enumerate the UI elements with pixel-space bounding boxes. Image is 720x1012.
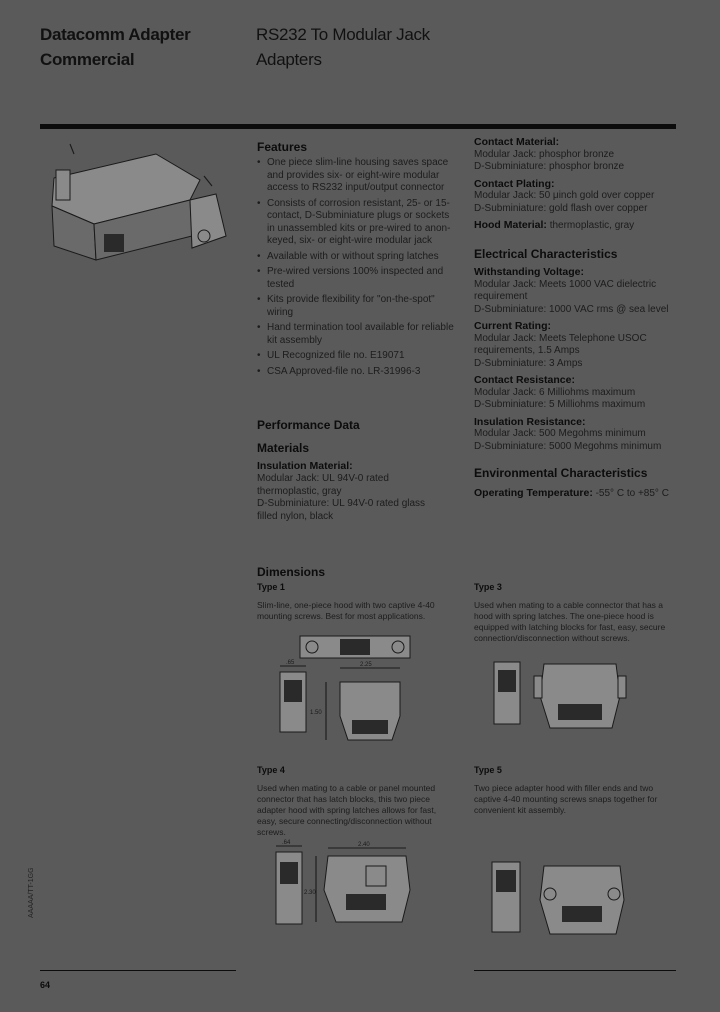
type4-dim-c: 2.30 [304, 890, 316, 896]
product-photo [40, 140, 240, 280]
type5-screw-left [544, 888, 556, 900]
withstanding-voltage-modular: Modular Jack: Meets 1000 VAC dielectric requirement [474, 278, 657, 302]
feature-item: • Hand termination tool available for reliable kit assembly [257, 322, 457, 347]
type1-front-dsub [352, 720, 388, 734]
type5-drawing [484, 856, 654, 946]
type5-side-jack [496, 870, 516, 892]
operating-temperature-title: Operating Temperature: [474, 486, 593, 499]
type3-front-dsub [558, 704, 602, 720]
right-column [474, 136, 679, 500]
withstanding-voltage-dsub: D-Subminiature: 1000 VAC rms @ sea level [474, 303, 669, 315]
type5-description: Two piece adapter hood with filler ends and two captive 4-40 mounting screws snaps together for convenient kit assembly. [474, 783, 658, 815]
insulation-material-title: Insulation Material: [257, 460, 353, 472]
operating-temperature-text: -55° C to +85° C [592, 487, 669, 499]
features-list [257, 157, 457, 381]
type1-screw-left [306, 641, 318, 653]
type1-screw-right [392, 641, 404, 653]
type1-dim-b: 2.25 [360, 662, 372, 668]
hood-material-title: Hood Material: [474, 219, 547, 231]
feature-item: • One piece slim-line housing saves space and provides six- or eight-wire modular access to RS232 input/output connector [257, 157, 457, 195]
type4-dim-b: 2.40 [358, 842, 370, 848]
current-rating-title: Current Rating: [474, 320, 551, 332]
type5-screw-right [608, 888, 620, 900]
page-number: 64 [40, 980, 51, 990]
footer-rule-right [474, 970, 676, 971]
contact-material-modular: Modular Jack: phosphor bronze [474, 148, 615, 160]
type4-side-jack [280, 862, 298, 884]
type4-title: Type 4 [257, 765, 285, 775]
contact-resistance-dsub: D-Subminiature: 5 Milliohms maximum [474, 399, 646, 410]
type4-latch-block [366, 866, 386, 886]
side-code: AAAAA/TT-1GG [28, 867, 35, 918]
insulation-material-modular: Modular Jack: UL 94V-0 rated thermoplastic, gray [257, 473, 389, 497]
product-title [256, 22, 430, 72]
features-title: Features [257, 140, 308, 154]
hood-material-text: thermoplastic, gray [546, 220, 635, 231]
type3-title: Type 3 [474, 582, 502, 592]
electrical-title: Electrical Characteristics [474, 246, 618, 261]
contact-plating-modular: Modular Jack: 50 μinch gold over copper [474, 190, 655, 201]
type4-dim-a: .64 [282, 840, 291, 846]
insulation-resistance-title: Insulation Resistance: [474, 415, 586, 428]
materials-title: Materials [257, 441, 310, 455]
environmental-title: Environmental Characteristics [474, 466, 648, 480]
feature-item: • Available with or without spring latches [257, 251, 457, 264]
photo-screw [198, 230, 210, 242]
type3-side-jack [498, 670, 516, 692]
category-line-2: Commercial [40, 50, 135, 69]
type1-top-jack [340, 639, 370, 655]
insulation-material-dsub: D-Subminiature: UL 94V-0 rated glass filled nylon, black [257, 498, 426, 522]
type1-side-jack [284, 680, 302, 702]
type1-drawing [270, 628, 420, 752]
category-title [40, 22, 190, 72]
category-line-1: Datacomm Adapter [40, 25, 191, 44]
type5-front-dsub [562, 906, 602, 922]
performance-title: Performance Data [257, 418, 360, 432]
type5-front-view [540, 866, 624, 934]
photo-latch [56, 170, 70, 200]
photo-screw-tip [70, 144, 74, 154]
dimensions-title: Dimensions [257, 565, 326, 579]
feature-item: • UL Recognized file no. E19071 [257, 350, 457, 363]
type4-description: Used when mating to a cable or panel mounted connector that has latch blocks, this two piece adapter hood with spring latches allows for fast, easy, secure connecting/disconnection without screws. [257, 783, 437, 837]
feature-item: • CSA Approved-file no. LR-31996-3 [257, 366, 457, 379]
insulation-material-text [257, 473, 447, 523]
type3-latch-left [534, 676, 542, 698]
type1-title: Type 1 [257, 582, 285, 592]
contact-plating-dsub: D-Subminiature: gold flash over copper [474, 202, 648, 214]
header-rule [40, 124, 676, 129]
current-rating-modular: Modular Jack: Meets Telephone USOC requirements, 1.5 Amps [474, 332, 647, 356]
photo-modular-jack [104, 234, 124, 252]
insulation-resistance-dsub: D-Subminiature: 5000 Megohms minimum [474, 440, 662, 452]
type3-drawing [486, 656, 656, 746]
type4-front-dsub [346, 894, 386, 910]
product-line-1: RS232 To Modular Jack [256, 25, 430, 44]
feature-item: • Pre-wired versions 100% inspected and tested [257, 266, 457, 291]
footer-rule-left [40, 970, 236, 971]
feature-item: • Consists of corrosion resistant, 25- or 15-contact, D-Subminiature plugs or sockets in unassembled kits or pre-wired to anon-keyed, six- or eight-wire modular jack [257, 198, 457, 248]
photo-screw-tip-2 [204, 176, 212, 186]
withstanding-voltage-title: Withstanding Voltage: [474, 266, 584, 278]
contact-resistance-title: Contact Resistance: [474, 374, 575, 386]
contact-material-title: Contact Material: [474, 136, 560, 148]
current-rating-dsub: D-Subminiature: 3 Amps [474, 357, 583, 369]
type3-latch-right [618, 676, 626, 698]
feature-item: • Kits provide flexibility for "on-the-spot" wiring [257, 294, 457, 319]
type1-description: Slim-line, one-piece hood with two captive 4-40 mounting screws. Best for most applications. [257, 600, 435, 621]
type1-dim-a: .65 [286, 660, 295, 666]
contact-plating-title: Contact Plating: [474, 177, 555, 190]
type3-description: Used when mating to a cable connector that has a hood with spring latches. The one-piece hood is equipped with latching blocks for fast, easy, secure connection/disconnection without screws. [474, 600, 666, 643]
type4-drawing [266, 838, 426, 942]
product-line-2: Adapters [256, 50, 322, 69]
contact-material-dsub: D-Subminiature: phosphor bronze [474, 161, 625, 172]
insulation-resistance-modular: Modular Jack: 500 Megohms minimum [474, 428, 646, 439]
type1-dim-c: 1.50 [310, 710, 322, 716]
contact-resistance-modular: Modular Jack: 6 Milliohms maximum [474, 386, 636, 398]
type5-title: Type 5 [474, 765, 502, 775]
